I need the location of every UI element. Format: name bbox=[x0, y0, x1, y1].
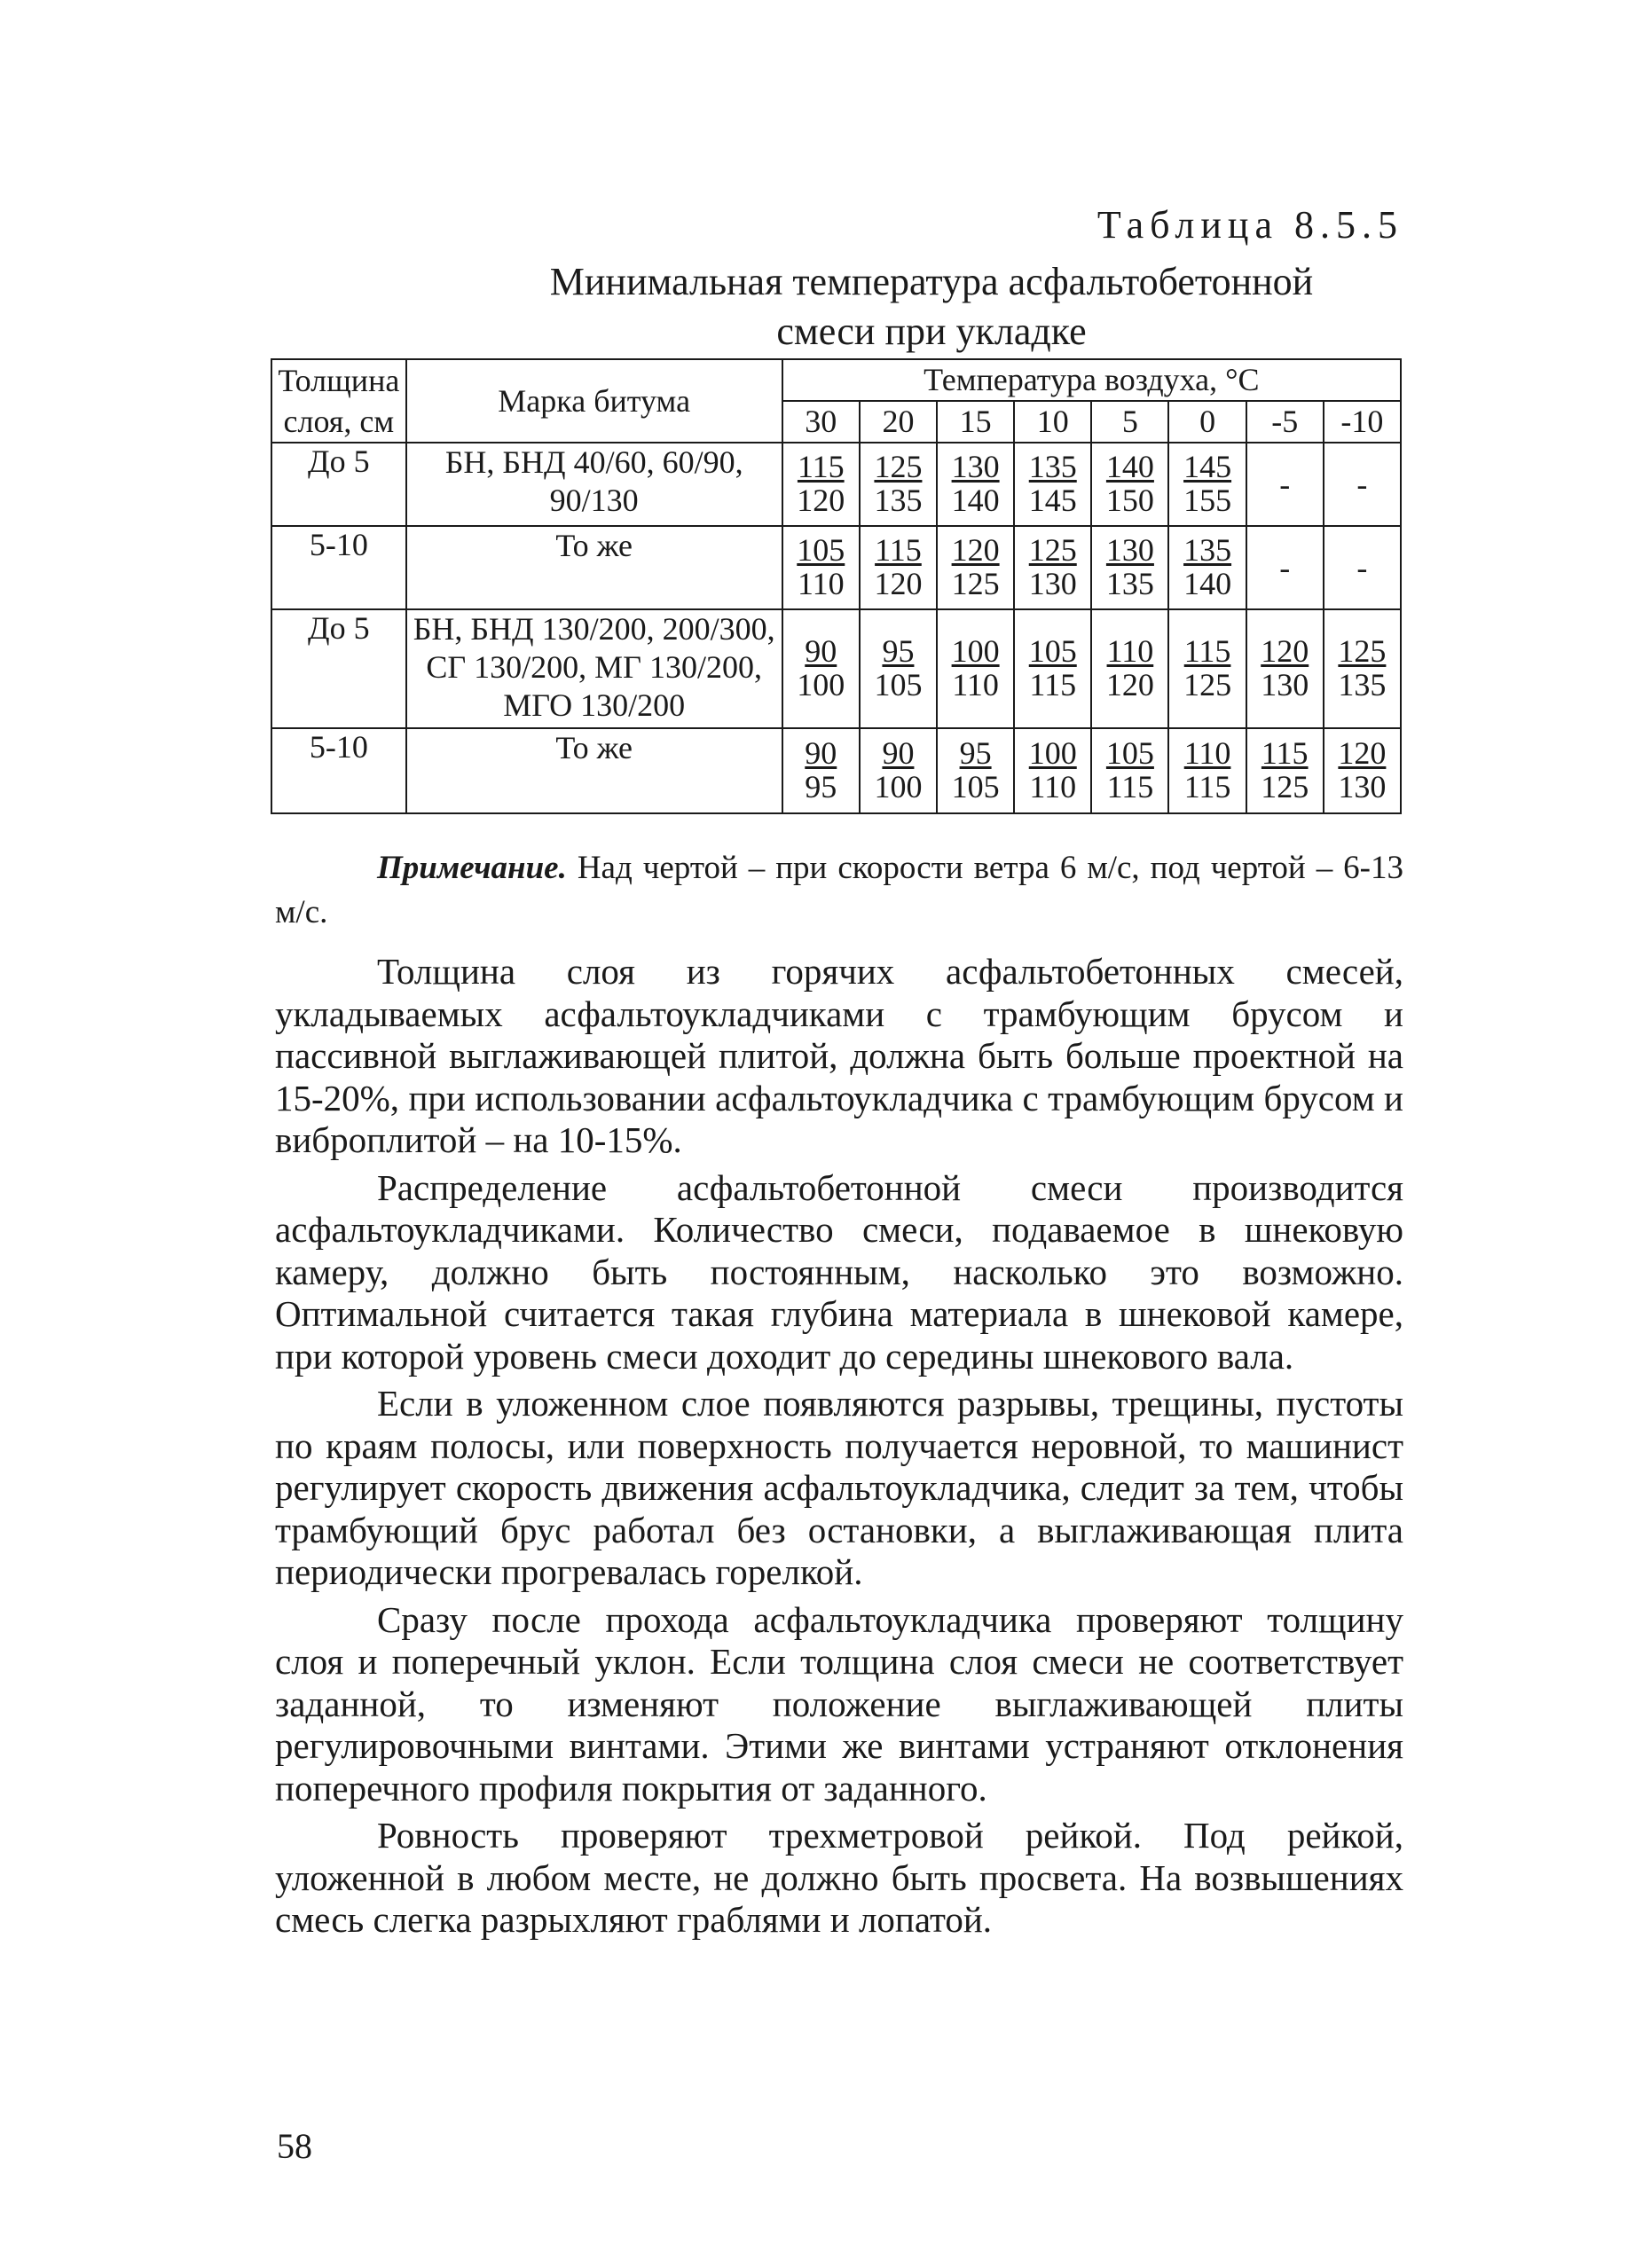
table-row bbox=[271, 609, 1401, 728]
bitumen-grade-cell bbox=[406, 728, 782, 813]
temp-wind-6ms: 90 bbox=[805, 735, 837, 771]
temperature-fraction bbox=[952, 736, 1000, 804]
temp-wind-6ms: 125 bbox=[1338, 633, 1387, 669]
temp-wind-6-13ms: 115 bbox=[1029, 667, 1077, 702]
temperature-cell bbox=[1168, 443, 1246, 526]
temperature-cell bbox=[782, 443, 860, 526]
note-text: Над чертой – при скорости ветра 6 м/с, под чертой – 6-13 м/с. bbox=[275, 850, 1403, 930]
temp-wind-6ms: 90 bbox=[805, 633, 837, 669]
temp-wind-6-13ms: 125 bbox=[951, 566, 1000, 601]
thickness-cell: До 5 bbox=[271, 443, 406, 526]
temperature-fraction bbox=[1029, 736, 1077, 804]
temperature-cell bbox=[1014, 728, 1091, 813]
temperature-fraction bbox=[797, 533, 845, 600]
table-title bbox=[373, 257, 1490, 357]
header-temp-cell: 10 bbox=[1014, 401, 1091, 443]
page-number: 58 bbox=[277, 2126, 312, 2166]
temp-wind-6ms: 115 bbox=[1261, 735, 1309, 771]
temperature-cell bbox=[937, 728, 1014, 813]
temp-wind-6-13ms: 110 bbox=[952, 667, 999, 702]
temp-wind-6ms: 120 bbox=[951, 532, 1000, 568]
temp-wind-6ms: 120 bbox=[1338, 735, 1387, 771]
temperature-fraction bbox=[797, 450, 845, 517]
temp-wind-6-13ms: 135 bbox=[874, 483, 923, 518]
temp-wind-6-13ms: 145 bbox=[1028, 483, 1077, 518]
temperature-cell bbox=[1168, 728, 1246, 813]
temp-wind-6-13ms: 105 bbox=[874, 667, 923, 702]
temp-wind-6-13ms: 135 bbox=[1338, 667, 1387, 702]
temperature-fraction bbox=[1029, 450, 1077, 517]
temp-wind-6ms: 110 bbox=[1183, 735, 1231, 771]
temperature-cell bbox=[1246, 609, 1324, 728]
temp-wind-6-13ms: 120 bbox=[874, 566, 923, 601]
temp-wind-6-13ms: 100 bbox=[797, 667, 845, 702]
temp-wind-6-13ms: 150 bbox=[1105, 483, 1154, 518]
temp-wind-6-13ms: 120 bbox=[797, 483, 845, 518]
temperature-fraction bbox=[797, 634, 845, 702]
table-number: Таблица 8.5.5 bbox=[1096, 203, 1403, 247]
temperature-cell bbox=[860, 609, 937, 728]
bitumen-grade-line: СГ 130/200, МГ 130/200, bbox=[426, 649, 762, 685]
temp-wind-6ms: 95 bbox=[882, 633, 915, 669]
temperature-fraction bbox=[952, 634, 1000, 702]
temp-wind-6-13ms: 135 bbox=[1105, 566, 1154, 601]
temperature-cell bbox=[937, 526, 1014, 609]
temperature-cell bbox=[782, 609, 860, 728]
temperature-fraction bbox=[1106, 533, 1154, 600]
temperature-fraction bbox=[874, 450, 922, 517]
temp-wind-6ms: 115 bbox=[1183, 633, 1231, 669]
temperature-cell bbox=[1168, 609, 1246, 728]
temperature-cell bbox=[860, 728, 937, 813]
table-row bbox=[271, 443, 1401, 526]
temperature-cell bbox=[860, 443, 937, 526]
temp-wind-6ms: 90 bbox=[882, 735, 915, 771]
table-row bbox=[271, 526, 1401, 609]
temperature-fraction bbox=[874, 533, 922, 600]
thickness-cell: 5-10 bbox=[271, 728, 406, 813]
temperature-cell bbox=[937, 443, 1014, 526]
temperature-fraction bbox=[1338, 736, 1386, 804]
header-temp-cell: 30 bbox=[782, 401, 860, 443]
header-temp-cell: -10 bbox=[1324, 401, 1401, 443]
bitumen-grade-cell bbox=[406, 443, 782, 526]
temp-wind-6ms: 105 bbox=[1105, 735, 1154, 771]
temperature-cell bbox=[1246, 728, 1324, 813]
temperature-fraction bbox=[1338, 634, 1386, 702]
temp-wind-6-13ms: 100 bbox=[874, 769, 923, 804]
temperature-fraction bbox=[1184, 736, 1231, 804]
temp-wind-6-13ms: 130 bbox=[1338, 769, 1387, 804]
bitumen-grade-line: 90/130 bbox=[549, 483, 639, 518]
temperature-cell bbox=[1091, 526, 1168, 609]
temperature-fraction bbox=[874, 634, 922, 702]
thickness-cell: 5-10 bbox=[271, 526, 406, 609]
bitumen-grade-line: МГО 130/200 bbox=[503, 687, 686, 723]
temperature-cell bbox=[1091, 609, 1168, 728]
no-value-dash: - bbox=[1279, 466, 1291, 502]
no-value-dash: - bbox=[1279, 549, 1291, 585]
header-bitumen-grade: Марка битума bbox=[406, 359, 782, 443]
temperature-cell bbox=[1246, 526, 1324, 609]
header-temp-cell: 0 bbox=[1168, 401, 1246, 443]
temperature-cell bbox=[1324, 526, 1401, 609]
temperature-cell bbox=[782, 526, 860, 609]
temp-wind-6-13ms: 110 bbox=[1029, 769, 1077, 804]
temp-wind-6ms: 125 bbox=[874, 449, 923, 484]
temperature-cell bbox=[1014, 526, 1091, 609]
paragraph: Если в уложенном слое появляются разрывы, трещины, пустоты по краям полосы, или поверхность получается неровной, то машинист регулирует скорость движения асфальтоукладчика, следит за тем, чтобы трамбующий брус работал без остановки, а выглаживающая плита периодически прогревалась горелкой. bbox=[275, 1383, 1403, 1592]
temperature-fraction bbox=[1106, 634, 1154, 702]
paragraph: Распределение асфальтобетонной смеси производится асфальтоукладчиками. Количество смеси, подаваемое в шнековую камеру, должно быть постоянным, насколько это возможно. Оптимальной считается такая глубина материала в шнековой камере, при которой уровень смеси доходит до середины шнекового вала. bbox=[275, 1166, 1403, 1377]
temp-wind-6-13ms: 120 bbox=[1105, 667, 1154, 702]
temperature-fraction bbox=[805, 736, 837, 804]
temp-wind-6ms: 100 bbox=[1028, 735, 1077, 771]
temperature-fraction bbox=[1183, 450, 1231, 517]
temp-wind-6-13ms: 115 bbox=[1106, 769, 1154, 804]
temp-wind-6ms: 135 bbox=[1183, 532, 1232, 568]
temp-wind-6-13ms: 130 bbox=[1028, 566, 1077, 601]
temperature-fraction bbox=[952, 450, 1000, 517]
bitumen-grade-line: То же bbox=[555, 528, 633, 563]
temperature-cell bbox=[1324, 728, 1401, 813]
temp-wind-6-13ms: 110 bbox=[797, 566, 845, 601]
temperature-fraction bbox=[1261, 736, 1309, 804]
temp-wind-6ms: 95 bbox=[959, 735, 992, 771]
temperature-fraction bbox=[1183, 533, 1231, 600]
temp-wind-6-13ms: 140 bbox=[1183, 566, 1232, 601]
temp-wind-6ms: 115 bbox=[875, 532, 922, 568]
temp-wind-6ms: 115 bbox=[797, 449, 845, 484]
temp-wind-6ms: 100 bbox=[951, 633, 1000, 669]
temp-wind-6-13ms: 125 bbox=[1183, 667, 1232, 702]
temperature-cell bbox=[937, 609, 1014, 728]
temperature-fraction bbox=[1261, 634, 1309, 702]
temp-wind-6ms: 130 bbox=[951, 449, 1000, 484]
header-temp-cell: 20 bbox=[860, 401, 937, 443]
temperature-cell bbox=[1091, 443, 1168, 526]
temperature-cell bbox=[1246, 443, 1324, 526]
table-note bbox=[275, 846, 1403, 935]
note-label: Примечание. bbox=[377, 850, 567, 886]
temp-wind-6ms: 105 bbox=[1028, 633, 1077, 669]
body-text bbox=[275, 951, 1403, 1947]
temperature-fraction bbox=[1106, 736, 1154, 804]
temp-wind-6ms: 135 bbox=[1028, 449, 1077, 484]
temp-wind-6-13ms: 115 bbox=[1183, 769, 1231, 804]
temp-wind-6-13ms: 155 bbox=[1183, 483, 1232, 518]
temperature-fraction bbox=[1183, 634, 1231, 702]
header-thickness: Толщина слоя, см bbox=[271, 359, 406, 443]
paragraph: Ровность проверяют трехметровой рейкой. Под рейкой, уложенной в любом месте, не должно быть просвета. На возвышениях смесь слегка разрыхляют граблями и лопатой. bbox=[275, 1815, 1403, 1940]
temperature-fraction bbox=[874, 736, 922, 804]
header-air-temperature: Температура воздуха, °С bbox=[782, 359, 1401, 401]
temperature-cell bbox=[1168, 526, 1246, 609]
temperature-table bbox=[271, 358, 1402, 814]
temperature-cell bbox=[1324, 609, 1401, 728]
thickness-cell: До 5 bbox=[271, 609, 406, 728]
temp-wind-6ms: 110 bbox=[1106, 633, 1154, 669]
temp-wind-6ms: 105 bbox=[797, 532, 845, 568]
no-value-dash: - bbox=[1356, 466, 1368, 502]
bitumen-grade-cell bbox=[406, 526, 782, 609]
bitumen-grade-line: То же bbox=[555, 730, 633, 765]
temperature-cell bbox=[860, 526, 937, 609]
temp-wind-6ms: 120 bbox=[1261, 633, 1309, 669]
temperature-cell bbox=[1091, 728, 1168, 813]
temp-wind-6ms: 125 bbox=[1028, 532, 1077, 568]
header-temp-cell: 5 bbox=[1091, 401, 1168, 443]
header-temp-cell: -5 bbox=[1246, 401, 1324, 443]
temp-wind-6ms: 140 bbox=[1105, 449, 1154, 484]
table-title-line: Минимальная температура асфальтобетонной bbox=[549, 260, 1314, 303]
temp-wind-6-13ms: 140 bbox=[951, 483, 1000, 518]
temperature-fraction bbox=[1029, 533, 1077, 600]
temp-wind-6-13ms: 105 bbox=[951, 769, 1000, 804]
temperature-fraction bbox=[952, 533, 1000, 600]
temp-wind-6-13ms: 125 bbox=[1261, 769, 1309, 804]
bitumen-grade-line: БН, БНД 130/200, 200/300, bbox=[413, 611, 775, 647]
temperature-cell bbox=[782, 728, 860, 813]
table-title-line: смеси при укладке bbox=[776, 310, 1087, 353]
temp-wind-6-13ms: 130 bbox=[1261, 667, 1309, 702]
temp-wind-6ms: 130 bbox=[1105, 532, 1154, 568]
temperature-cell bbox=[1014, 443, 1091, 526]
temperature-cell bbox=[1324, 443, 1401, 526]
no-value-dash: - bbox=[1356, 549, 1368, 585]
paragraph: Толщина слоя из горячих асфальтобетонных смесей, укладываемых асфальтоукладчиками с трамбующим брусом и пассивной выглаживающей плитой, должна быть больше проектной на 15-20%, при использовании асфальтоукладчика с трамбующим брусом и виброплитой – на 10-15%. bbox=[275, 951, 1403, 1160]
bitumen-grade-line: БН, БНД 40/60, 60/90, bbox=[444, 444, 743, 480]
temperature-fraction bbox=[1106, 450, 1154, 517]
temp-wind-6-13ms: 95 bbox=[805, 769, 837, 804]
bitumen-grade-cell bbox=[406, 609, 782, 728]
temp-wind-6ms: 145 bbox=[1183, 449, 1232, 484]
temperature-cell bbox=[1014, 609, 1091, 728]
paragraph: Сразу после прохода асфальтоукладчика проверяют толщину слоя и поперечный уклон. Если толщина слоя смеси не соответствует заданной, то изменяют положение выглаживающей плиты регулировочными винтами. Этими же винтами устраняют отклонения поперечного профиля покрытия от заданного. bbox=[275, 1598, 1403, 1809]
temperature-fraction bbox=[1029, 634, 1077, 702]
table-row bbox=[271, 728, 1401, 813]
header-temp-cell: 15 bbox=[937, 401, 1014, 443]
